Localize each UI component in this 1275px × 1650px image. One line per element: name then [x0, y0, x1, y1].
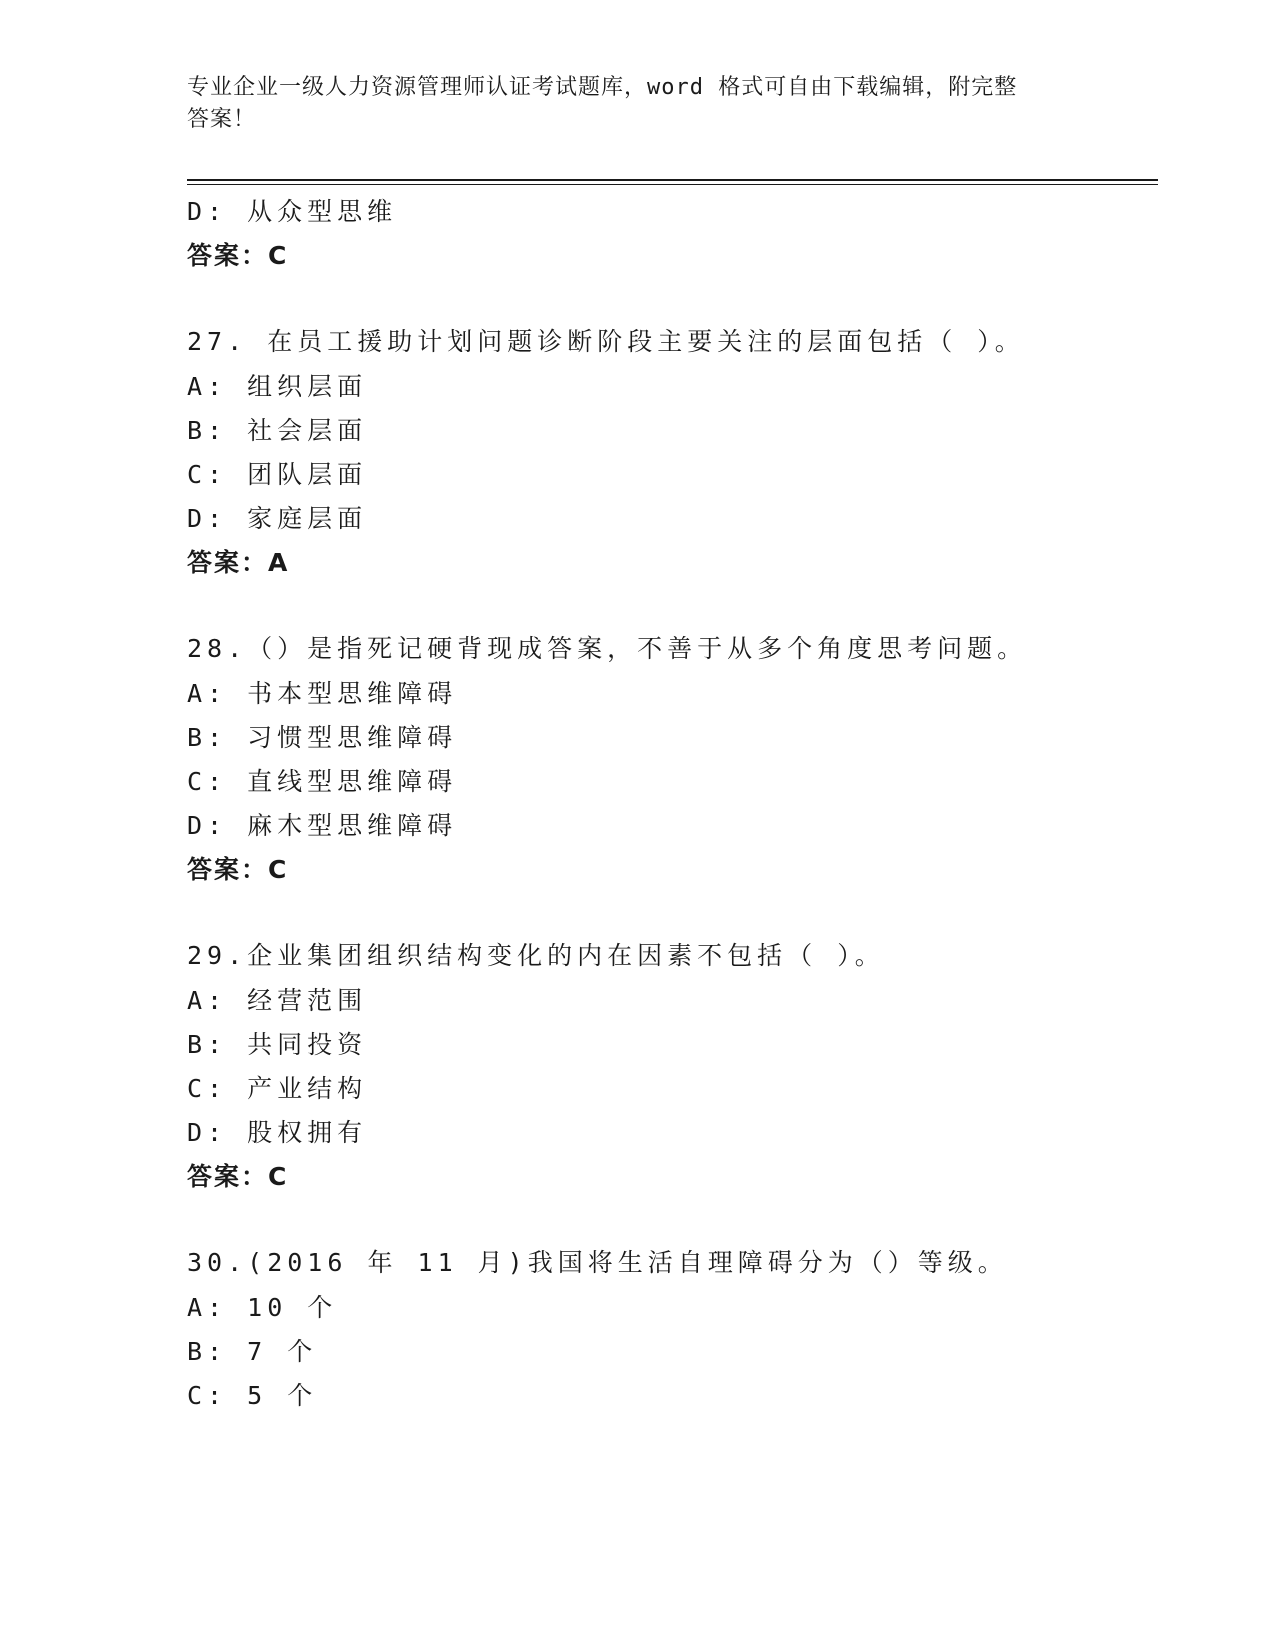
option-a: A: 10 个 — [187, 1293, 338, 1322]
question-29: 29.企业集团组织结构变化的内在因素不包括（ ）。 — [187, 941, 885, 970]
option-a: A: 组织层面 — [187, 372, 368, 401]
answer-line: 答案：C — [187, 241, 289, 270]
option-a: A: 书本型思维障碍 — [187, 679, 458, 708]
answer-line: 答案：C — [187, 1162, 289, 1191]
header-line-2: 答案！ — [187, 107, 257, 132]
answer-line: 答案：C — [187, 855, 289, 884]
option-c: C: 直线型思维障碍 — [187, 767, 458, 796]
option-d: D: 家庭层面 — [187, 504, 368, 533]
option-b: B: 社会层面 — [187, 416, 368, 445]
header-line-1: 专业企业一级人力资源管理师认证考试题库，word 格式可自由下载编辑，附完整 — [187, 75, 1018, 100]
option-b: B: 共同投资 — [187, 1030, 368, 1059]
header-divider-thick — [187, 179, 1158, 181]
option-d: D: 从众型思维 — [187, 197, 398, 226]
option-b: B: 习惯型思维障碍 — [187, 723, 458, 752]
option-d: D: 股权拥有 — [187, 1118, 368, 1147]
option-c: C: 产业结构 — [187, 1074, 368, 1103]
option-c: C: 5 个 — [187, 1381, 318, 1410]
question-27: 27. 在员工援助计划问题诊断阶段主要关注的层面包括（ ）。 — [187, 327, 1025, 356]
question-30: 30.(2016 年 11 月)我国将生活自理障碍分为（）等级。 — [187, 1248, 1008, 1277]
answer-line: 答案：A — [187, 548, 290, 577]
header-divider-thin — [187, 184, 1158, 185]
option-c: C: 团队层面 — [187, 460, 368, 489]
option-d: D: 麻木型思维障碍 — [187, 811, 458, 840]
option-b: B: 7 个 — [187, 1337, 318, 1366]
question-28: 28.（）是指死记硬背现成答案，不善于从多个角度思考问题。 — [187, 634, 1028, 663]
option-a: A: 经营范围 — [187, 986, 368, 1015]
document-header — [187, 72, 1087, 136]
